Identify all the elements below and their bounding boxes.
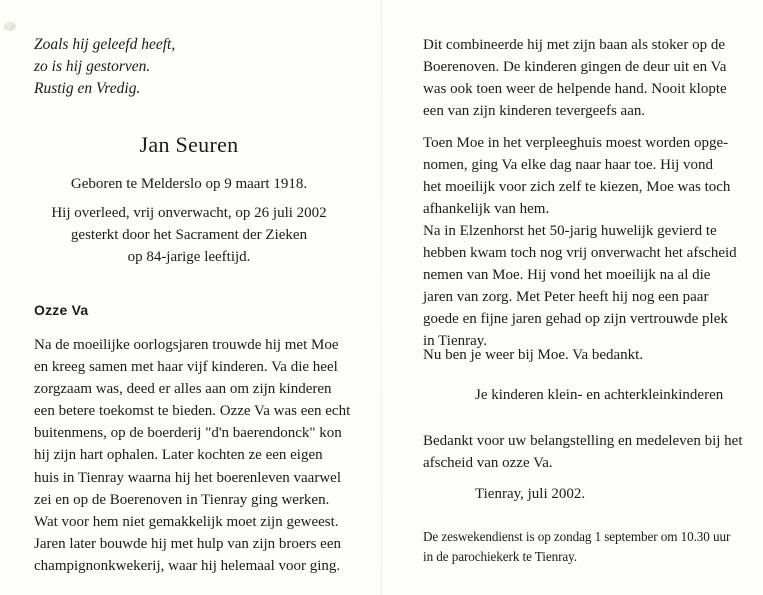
signature-children: [475, 384, 763, 406]
text-line: afhankelijk van hem.: [423, 201, 550, 218]
paragraph-acknowledgement: [423, 430, 743, 474]
text-line: in Tienray.: [423, 333, 488, 350]
place-date: [475, 483, 763, 505]
paragraph-work: [423, 34, 727, 122]
death-line: gesterkt door het Sacrament der Zieken: [70, 227, 308, 243]
paragraph-farewell: [423, 220, 737, 353]
paper-stain: [4, 22, 16, 31]
text-line: nomen, ging Va elke dag naar haar toe. Hij vond: [423, 157, 714, 174]
story-line: champignonkwekerij, waar hij helemaal voor ging.: [34, 557, 341, 574]
service-notice: [423, 527, 731, 567]
text-line: Nu ben je weer bij Moe. Va bedankt.: [423, 347, 644, 363]
story-line: en kreeg samen met haar vijf kinderen. Va die heel: [34, 359, 338, 376]
story-line: hij zijn hart ophalen. Later kochten ze een eigen: [34, 447, 323, 464]
birth-statement: Geboren te Melderslo op 9 maart 1918.: [70, 176, 308, 192]
story-line: huis in Tienray waarna hij het boerenleven vaarwel: [34, 469, 341, 486]
story-line: buitenmens, op de boerderij "d'n baerendonck" kon: [34, 425, 342, 442]
text-line: Je kinderen klein- en achterkleinkinderen: [475, 387, 724, 403]
text-line: Na in Elzenhorst het 50-jarig huwelijk gevierd te: [423, 223, 717, 239]
death-statement: [34, 202, 344, 268]
quote-line: Zoals hij geleefd heeft,: [34, 36, 176, 53]
text-line: een van zijn kinderen tevergeefs aan.: [423, 103, 646, 120]
text-line: het moeilijk voor zich zelf te kiezen, Moe was toch: [423, 179, 731, 196]
memorial-quote: [34, 34, 354, 100]
text-line: in de parochiekerk te Tienray.: [423, 549, 577, 564]
card-fold-line: [381, 0, 382, 595]
story-line: zorgzaam was, deed er alles aan om zijn kinderen: [34, 381, 332, 398]
deceased-name: Jan Seuren: [139, 132, 239, 157]
text-line: nemen van Moe. Hij vond het moeilijk na al die: [423, 267, 711, 284]
text-line: hebben kwam toch nog vrij onverwacht het afscheid: [423, 245, 737, 262]
text-line: Tienray, juli 2002.: [475, 486, 586, 502]
story-line: Wat voor hem niet gemakkelijk moet zijn geweest.: [34, 513, 339, 530]
text-line: goede en fijne jaren gehad op zijn vertrouwde plek: [423, 311, 728, 328]
life-story: [34, 334, 351, 577]
text-line: was ook toen weer de helpende hand. Nooit klopte: [423, 81, 727, 98]
paragraph-thanks-va: [423, 344, 723, 366]
text-line: Bedankt voor uw belangstelling en medeleven bij het: [423, 433, 743, 449]
death-line: Hij overleed, vrij onverwacht, op 26 juli 2002: [51, 205, 327, 221]
story-line: een betere toekomst te bieden. Ozze Va was een echt: [34, 403, 351, 420]
left-page: [34, 34, 354, 574]
text-line: De zeswekendienst is op zondag 1 september om 10.30 uur: [423, 529, 731, 544]
text-line: Toen Moe in het verpleeghuis moest worden opge-: [423, 135, 729, 151]
story-line: Na de moeilijke oorlogsjaren trouwde hij met Moe: [34, 337, 339, 353]
text-line: afscheid van ozze Va.: [423, 455, 553, 472]
quote-line: zo is hij gestorven.: [34, 58, 151, 75]
text-line: Dit combineerde hij met zijn baan als stoker op de: [423, 37, 725, 53]
section-heading: Ozze Va: [34, 302, 89, 318]
story-line: Jaren later bouwde hij met hulp van zijn broers een: [34, 535, 341, 552]
text-line: jaren van zorg. Met Peter heeft hij nog een paar: [423, 289, 709, 306]
text-line: Boerenoven. De kinderen gingen de deur uit en Va: [423, 59, 727, 76]
quote-line: Rustig en Vredig.: [34, 80, 141, 97]
paragraph-nursing-home: [423, 132, 731, 220]
death-line: op 84-jarige leeftijd.: [127, 249, 251, 265]
story-line: zei en op de Boerenoven in Tienray ging werken.: [34, 491, 330, 508]
